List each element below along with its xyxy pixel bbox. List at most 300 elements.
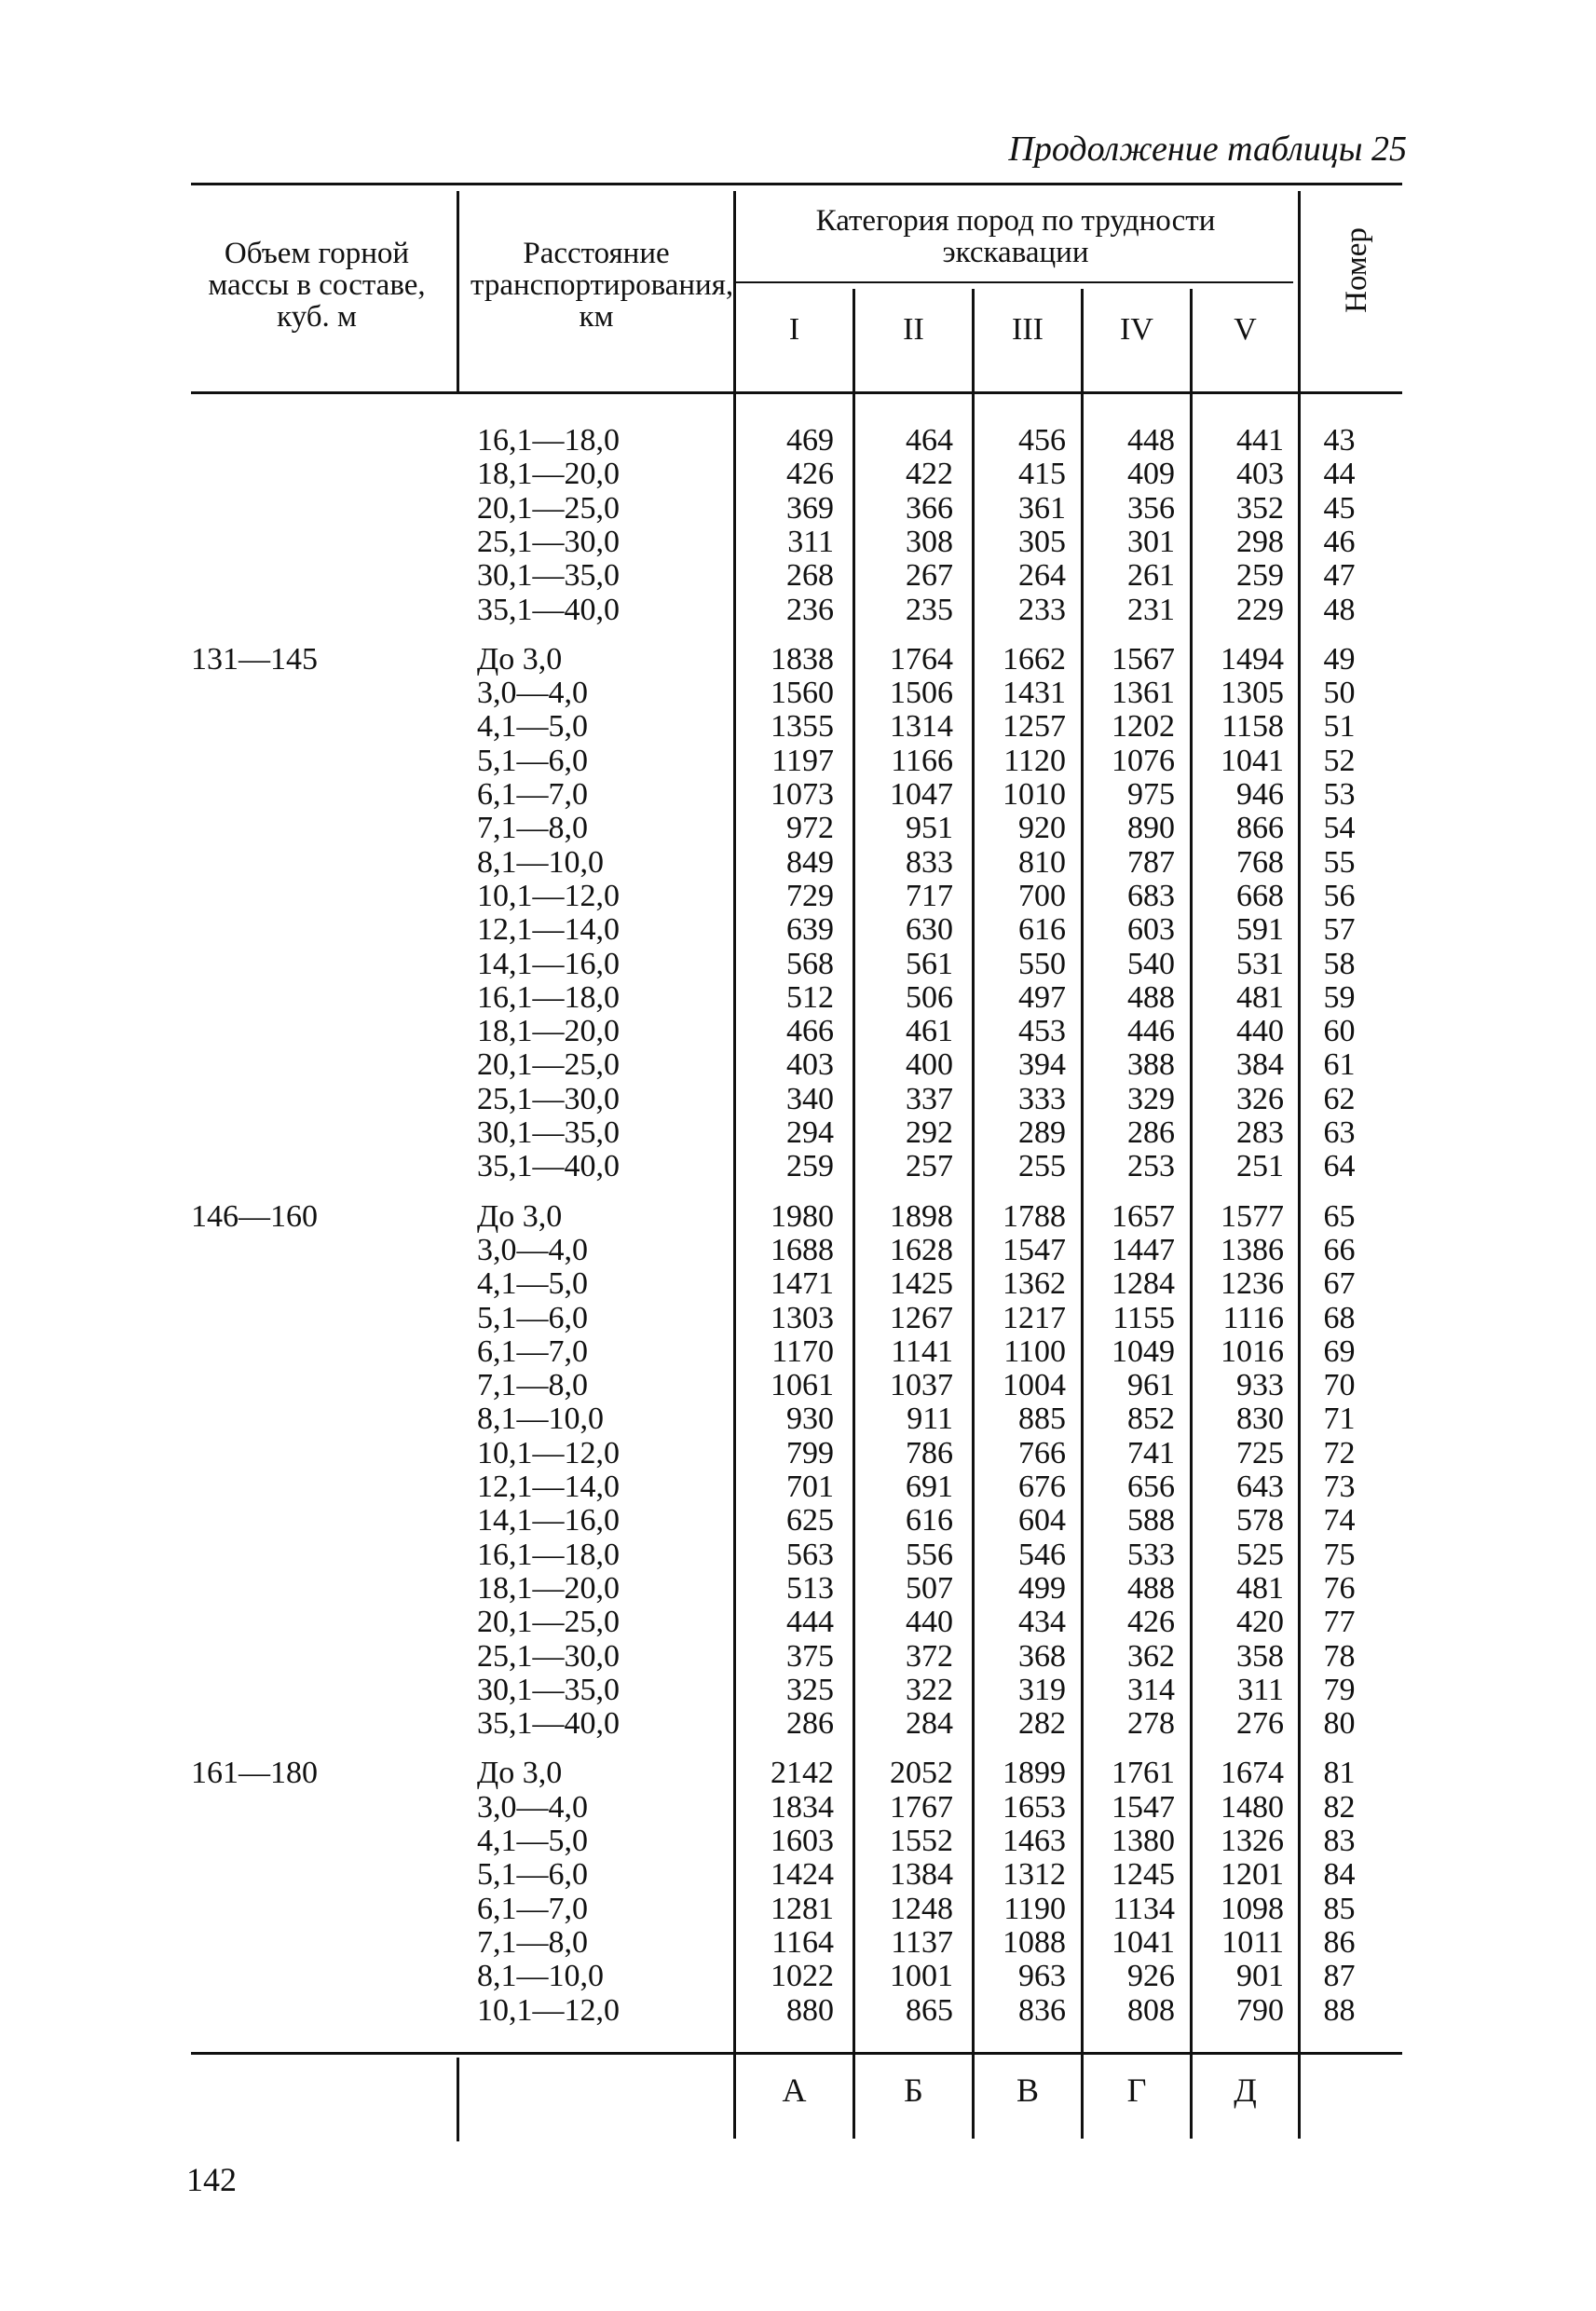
row-number-cell: 52 [1323, 743, 1356, 778]
distance-cell: До 3,0 [477, 1756, 563, 1791]
divider-distance-body [457, 2058, 459, 2141]
value-cell: 616 [906, 1503, 953, 1538]
value-cell: 488 [1127, 1570, 1175, 1606]
distance-cell: 10,1—12,0 [477, 878, 620, 913]
header-distance: Расстояние транспортирования, км [471, 237, 734, 334]
row-number-cell: 77 [1323, 1605, 1356, 1640]
distance-cell: 4,1—5,0 [477, 1266, 588, 1302]
distance-cell: 7,1—8,0 [477, 1924, 588, 1960]
row-number-cell: 78 [1323, 1638, 1356, 1674]
footer-label-v: В [1016, 2072, 1039, 2109]
value-cell: 1190 [1003, 1891, 1066, 1926]
value-cell: 415 [1018, 457, 1066, 492]
value-cell: 630 [906, 912, 953, 948]
header-cat-i: I [788, 312, 800, 347]
row-number-cell: 48 [1323, 592, 1356, 627]
value-cell: 488 [1127, 979, 1175, 1015]
value-cell: 506 [906, 979, 953, 1015]
volume-cell: 146—160 [191, 1198, 318, 1234]
value-cell: 741 [1127, 1435, 1175, 1470]
value-cell: 880 [786, 1992, 834, 2028]
value-cell: 400 [906, 1047, 953, 1083]
value-cell: 531 [1236, 946, 1284, 981]
value-cell: 865 [906, 1992, 953, 2028]
value-cell: 1201 [1221, 1857, 1284, 1893]
value-cell: 434 [1018, 1605, 1066, 1640]
row-number-cell: 83 [1323, 1824, 1356, 1858]
value-cell: 229 [1236, 592, 1284, 627]
value-cell: 441 [1236, 423, 1284, 458]
distance-cell: 14,1—16,0 [477, 1503, 620, 1538]
value-cell: 1471 [771, 1266, 834, 1302]
value-cell: 1767 [890, 1789, 953, 1825]
row-number-cell: 59 [1323, 979, 1356, 1015]
value-cell: 1312 [1003, 1857, 1066, 1893]
footer-label-a: А [782, 2072, 807, 2109]
row-number-cell: 44 [1323, 457, 1356, 492]
distance-cell: 18,1—20,0 [477, 457, 620, 492]
value-cell: 930 [786, 1402, 834, 1437]
footer-label-b: Б [904, 2072, 923, 2109]
value-cell: 235 [906, 592, 953, 627]
category-rule [734, 281, 1293, 283]
value-cell: 333 [1018, 1081, 1066, 1116]
row-number-cell: 47 [1323, 558, 1356, 594]
row-number-cell: 69 [1323, 1333, 1356, 1369]
distance-cell: 6,1—7,0 [477, 1333, 588, 1369]
row-number-cell: 81 [1323, 1756, 1356, 1791]
value-cell: 292 [906, 1115, 953, 1150]
value-cell: 366 [906, 490, 953, 526]
value-cell: 1236 [1221, 1266, 1284, 1302]
distance-cell: 4,1—5,0 [477, 709, 588, 745]
value-cell: 1603 [771, 1824, 834, 1858]
page-number: 142 [186, 2161, 237, 2198]
value-cell: 507 [906, 1570, 953, 1606]
row-number-cell: 54 [1323, 811, 1356, 846]
value-cell: 1170 [771, 1333, 834, 1369]
value-cell: 255 [1018, 1149, 1066, 1184]
value-cell: 1137 [891, 1924, 953, 1960]
value-cell: 305 [1018, 524, 1066, 559]
value-cell: 946 [1236, 777, 1284, 812]
value-cell: 448 [1127, 423, 1175, 458]
distance-cell: 3,0—4,0 [477, 1232, 588, 1267]
value-cell: 1303 [771, 1300, 834, 1335]
value-cell: 286 [786, 1706, 834, 1742]
footer-label-d: Д [1234, 2072, 1257, 2109]
value-cell: 725 [1236, 1435, 1284, 1470]
value-cell: 1355 [771, 709, 834, 745]
value-cell: 603 [1127, 912, 1175, 948]
row-number-cell: 84 [1323, 1857, 1356, 1893]
value-cell: 639 [786, 912, 834, 948]
value-cell: 1314 [890, 709, 953, 745]
value-cell: 403 [1236, 457, 1284, 492]
value-cell: 866 [1236, 811, 1284, 846]
row-number-cell: 63 [1323, 1115, 1356, 1150]
value-cell: 1674 [1221, 1756, 1284, 1791]
value-cell: 533 [1127, 1537, 1175, 1572]
value-cell: 1480 [1221, 1789, 1284, 1825]
value-cell: 1049 [1112, 1333, 1175, 1369]
row-number-cell: 51 [1323, 709, 1356, 745]
value-cell: 1463 [1003, 1824, 1066, 1858]
distance-cell: 5,1—6,0 [477, 743, 588, 778]
value-cell: 308 [906, 524, 953, 559]
value-cell: 836 [1018, 1992, 1066, 2028]
row-number-cell: 73 [1323, 1470, 1356, 1504]
volume-cell: 131—145 [191, 641, 318, 677]
distance-cell: 20,1—25,0 [477, 1047, 620, 1083]
value-cell: 890 [1127, 811, 1175, 846]
value-cell: 729 [786, 878, 834, 913]
distance-cell: 20,1—25,0 [477, 490, 620, 526]
row-number-cell: 72 [1323, 1435, 1356, 1470]
value-cell: 766 [1018, 1435, 1066, 1470]
value-cell: 499 [1018, 1570, 1066, 1606]
value-cell: 358 [1236, 1638, 1284, 1674]
row-number-cell: 65 [1323, 1198, 1356, 1234]
value-cell: 1141 [891, 1333, 953, 1369]
value-cell: 1380 [1112, 1824, 1175, 1858]
distance-cell: 10,1—12,0 [477, 1435, 620, 1470]
value-cell: 1217 [1003, 1300, 1066, 1335]
value-cell: 578 [1236, 1503, 1284, 1538]
value-cell: 322 [906, 1672, 953, 1707]
value-cell: 319 [1018, 1672, 1066, 1707]
value-cell: 830 [1236, 1402, 1284, 1437]
value-cell: 1267 [890, 1300, 953, 1335]
value-cell: 236 [786, 592, 834, 627]
value-cell: 540 [1127, 946, 1175, 981]
value-cell: 1245 [1112, 1857, 1175, 1893]
value-cell: 1011 [1221, 1924, 1284, 1960]
value-cell: 591 [1236, 912, 1284, 948]
value-cell: 1560 [771, 676, 834, 711]
value-cell: 369 [786, 490, 834, 526]
value-cell: 920 [1018, 811, 1066, 846]
value-cell: 1061 [771, 1368, 834, 1403]
value-cell: 1016 [1221, 1333, 1284, 1369]
value-cell: 456 [1018, 423, 1066, 458]
value-cell: 394 [1018, 1047, 1066, 1083]
distance-cell: 10,1—12,0 [477, 1992, 620, 2028]
distance-cell: До 3,0 [477, 1198, 563, 1234]
row-number-cell: 58 [1323, 946, 1356, 981]
value-cell: 1281 [771, 1891, 834, 1926]
value-cell: 1001 [890, 1959, 953, 1994]
value-cell: 701 [786, 1470, 834, 1504]
value-cell: 1838 [771, 641, 834, 677]
value-cell: 481 [1236, 1570, 1284, 1606]
value-cell: 1305 [1221, 676, 1284, 711]
value-cell: 1688 [771, 1232, 834, 1267]
value-cell: 1567 [1112, 641, 1175, 677]
value-cell: 1547 [1112, 1789, 1175, 1825]
distance-cell: 25,1—30,0 [477, 524, 620, 559]
distance-cell: 8,1—10,0 [477, 1402, 604, 1437]
value-cell: 963 [1018, 1959, 1066, 1994]
value-cell: 1386 [1221, 1232, 1284, 1267]
value-cell: 259 [786, 1149, 834, 1184]
value-cell: 1120 [1003, 743, 1066, 778]
header-cat-ii: II [903, 312, 924, 347]
value-cell: 786 [906, 1435, 953, 1470]
value-cell: 466 [786, 1014, 834, 1049]
distance-cell: 8,1—10,0 [477, 844, 604, 880]
value-cell: 556 [906, 1537, 953, 1572]
value-cell: 683 [1127, 878, 1175, 913]
value-cell: 799 [786, 1435, 834, 1470]
header-number: Номер [1340, 227, 1373, 313]
value-cell: 337 [906, 1081, 953, 1116]
value-cell: 1041 [1112, 1924, 1175, 1960]
value-cell: 440 [1236, 1014, 1284, 1049]
row-number-cell: 75 [1323, 1537, 1356, 1572]
value-cell: 1004 [1003, 1368, 1066, 1403]
value-cell: 1764 [890, 641, 953, 677]
row-number-cell: 66 [1323, 1232, 1356, 1267]
distance-cell: 7,1—8,0 [477, 1368, 588, 1403]
value-cell: 289 [1018, 1115, 1066, 1150]
value-cell: 1494 [1221, 641, 1284, 677]
value-cell: 768 [1236, 844, 1284, 880]
value-cell: 409 [1127, 457, 1175, 492]
row-number-cell: 70 [1323, 1368, 1356, 1403]
distance-cell: 16,1—18,0 [477, 1537, 620, 1572]
value-cell: 513 [786, 1570, 834, 1606]
distance-cell: 25,1—30,0 [477, 1638, 620, 1674]
value-cell: 233 [1018, 592, 1066, 627]
volume-cell: 161—180 [191, 1756, 318, 1791]
row-number-cell: 56 [1323, 878, 1356, 913]
value-cell: 1248 [890, 1891, 953, 1926]
value-cell: 951 [906, 811, 953, 846]
value-cell: 1657 [1112, 1198, 1175, 1234]
distance-cell: 5,1—6,0 [477, 1300, 588, 1335]
value-cell: 282 [1018, 1706, 1066, 1742]
value-cell: 283 [1236, 1115, 1284, 1150]
value-cell: 700 [1018, 878, 1066, 913]
value-cell: 933 [1236, 1368, 1284, 1403]
row-number-cell: 55 [1323, 844, 1356, 880]
distance-cell: 18,1—20,0 [477, 1014, 620, 1049]
value-cell: 251 [1236, 1149, 1284, 1184]
row-number-cell: 86 [1323, 1924, 1356, 1960]
row-number-cell: 71 [1323, 1402, 1356, 1437]
value-cell: 1257 [1003, 709, 1066, 745]
header-cat-iii: III [1012, 312, 1044, 347]
row-number-cell: 74 [1323, 1503, 1356, 1538]
value-cell: 1164 [771, 1924, 834, 1960]
value-cell: 261 [1127, 558, 1175, 594]
value-cell: 268 [786, 558, 834, 594]
value-cell: 1628 [890, 1232, 953, 1267]
value-cell: 1788 [1003, 1198, 1066, 1234]
value-cell: 512 [786, 979, 834, 1015]
value-cell: 388 [1127, 1047, 1175, 1083]
header-cat-iv: IV [1120, 312, 1153, 347]
value-cell: 852 [1127, 1402, 1175, 1437]
value-cell: 1037 [890, 1368, 953, 1403]
value-cell: 1431 [1003, 676, 1066, 711]
value-cell: 464 [906, 423, 953, 458]
value-cell: 420 [1236, 1605, 1284, 1640]
value-cell: 616 [1018, 912, 1066, 948]
value-cell: 808 [1127, 1992, 1175, 2028]
value-cell: 422 [906, 457, 953, 492]
row-number-cell: 68 [1323, 1300, 1356, 1335]
value-cell: 368 [1018, 1638, 1066, 1674]
value-cell: 481 [1236, 979, 1284, 1015]
divider-number [1298, 191, 1301, 2139]
header-cat-v: V [1234, 312, 1257, 347]
distance-cell: 6,1—7,0 [477, 1891, 588, 1926]
value-cell: 1098 [1221, 1891, 1284, 1926]
value-cell: 1980 [771, 1198, 834, 1234]
value-cell: 384 [1236, 1047, 1284, 1083]
value-cell: 426 [1127, 1605, 1175, 1640]
value-cell: 286 [1127, 1115, 1175, 1150]
distance-cell: 30,1—35,0 [477, 558, 620, 594]
value-cell: 1361 [1112, 676, 1175, 711]
value-cell: 901 [1236, 1959, 1284, 1994]
row-number-cell: 87 [1323, 1959, 1356, 1994]
value-cell: 1022 [771, 1959, 834, 1994]
footer-label-g: Г [1126, 2072, 1147, 2109]
value-cell: 926 [1127, 1959, 1175, 1994]
value-cell: 1447 [1112, 1232, 1175, 1267]
value-cell: 717 [906, 878, 953, 913]
value-cell: 440 [906, 1605, 953, 1640]
value-cell: 1898 [890, 1198, 953, 1234]
value-cell: 1424 [771, 1857, 834, 1893]
value-cell: 1197 [771, 743, 834, 778]
value-cell: 264 [1018, 558, 1066, 594]
value-cell: 2052 [890, 1756, 953, 1791]
value-cell: 787 [1127, 844, 1175, 880]
value-cell: 588 [1127, 1503, 1175, 1538]
value-cell: 1506 [890, 676, 953, 711]
top-rule [191, 183, 1402, 185]
value-cell: 1010 [1003, 777, 1066, 812]
value-cell: 975 [1127, 777, 1175, 812]
table-caption: Продолжение таблицы 25 [1008, 130, 1407, 169]
value-cell: 361 [1018, 490, 1066, 526]
value-cell: 444 [786, 1605, 834, 1640]
header-category-title: Категория пород по трудности экскавации [815, 204, 1216, 269]
value-cell: 2142 [771, 1756, 834, 1791]
value-cell: 1834 [771, 1789, 834, 1825]
distance-cell: 16,1—18,0 [477, 423, 620, 458]
distance-cell: 35,1—40,0 [477, 1149, 620, 1184]
value-cell: 298 [1236, 524, 1284, 559]
value-cell: 1202 [1112, 709, 1175, 745]
value-cell: 1134 [1112, 1891, 1175, 1926]
value-cell: 1653 [1003, 1789, 1066, 1825]
value-cell: 1326 [1221, 1824, 1284, 1858]
row-number-cell: 64 [1323, 1149, 1356, 1184]
value-cell: 1088 [1003, 1924, 1066, 1960]
value-cell: 372 [906, 1638, 953, 1674]
value-cell: 278 [1127, 1706, 1175, 1742]
distance-cell: 5,1—6,0 [477, 1857, 588, 1893]
row-number-cell: 57 [1323, 912, 1356, 948]
value-cell: 546 [1018, 1537, 1066, 1572]
value-cell: 691 [906, 1470, 953, 1504]
value-cell: 1284 [1112, 1266, 1175, 1302]
value-cell: 1362 [1003, 1266, 1066, 1302]
distance-cell: 20,1—25,0 [477, 1605, 620, 1640]
value-cell: 469 [786, 423, 834, 458]
value-cell: 525 [1236, 1537, 1284, 1572]
value-cell: 550 [1018, 946, 1066, 981]
row-number-cell: 46 [1323, 524, 1356, 559]
distance-cell: 12,1—14,0 [477, 912, 620, 948]
value-cell: 231 [1127, 592, 1175, 627]
value-cell: 1547 [1003, 1232, 1066, 1267]
value-cell: 311 [1237, 1672, 1284, 1707]
value-cell: 461 [906, 1014, 953, 1049]
value-cell: 362 [1127, 1638, 1175, 1674]
distance-cell: 7,1—8,0 [477, 811, 588, 846]
value-cell: 1384 [890, 1857, 953, 1893]
distance-cell: 35,1—40,0 [477, 1706, 620, 1742]
value-cell: 1076 [1112, 743, 1175, 778]
value-cell: 1662 [1003, 641, 1066, 677]
value-cell: 1899 [1003, 1756, 1066, 1791]
row-number-cell: 76 [1323, 1570, 1356, 1606]
value-cell: 403 [786, 1047, 834, 1083]
value-cell: 301 [1127, 524, 1175, 559]
row-number-cell: 82 [1323, 1789, 1356, 1825]
value-cell: 561 [906, 946, 953, 981]
value-cell: 253 [1127, 1149, 1175, 1184]
distance-cell: 35,1—40,0 [477, 592, 620, 627]
value-cell: 849 [786, 844, 834, 880]
value-cell: 625 [786, 1503, 834, 1538]
value-cell: 1116 [1222, 1300, 1284, 1335]
value-cell: 1047 [890, 777, 953, 812]
value-cell: 568 [786, 946, 834, 981]
row-number-cell: 85 [1323, 1891, 1356, 1926]
row-number-cell: 67 [1323, 1266, 1356, 1302]
value-cell: 972 [786, 811, 834, 846]
value-cell: 453 [1018, 1014, 1066, 1049]
distance-cell: 3,0—4,0 [477, 1789, 588, 1825]
row-number-cell: 53 [1323, 777, 1356, 812]
value-cell: 668 [1236, 878, 1284, 913]
distance-cell: 6,1—7,0 [477, 777, 588, 812]
row-number-cell: 45 [1323, 490, 1356, 526]
value-cell: 676 [1018, 1470, 1066, 1504]
value-cell: 1552 [890, 1824, 953, 1858]
value-cell: 911 [907, 1402, 953, 1437]
value-cell: 340 [786, 1081, 834, 1116]
distance-cell: До 3,0 [477, 641, 563, 677]
value-cell: 276 [1236, 1706, 1284, 1742]
value-cell: 426 [786, 457, 834, 492]
row-number-cell: 80 [1323, 1706, 1356, 1742]
value-cell: 257 [906, 1149, 953, 1184]
value-cell: 885 [1018, 1402, 1066, 1437]
value-cell: 643 [1236, 1470, 1284, 1504]
value-cell: 563 [786, 1537, 834, 1572]
row-number-cell: 50 [1323, 676, 1356, 711]
value-cell: 1158 [1221, 709, 1284, 745]
value-cell: 1425 [890, 1266, 953, 1302]
